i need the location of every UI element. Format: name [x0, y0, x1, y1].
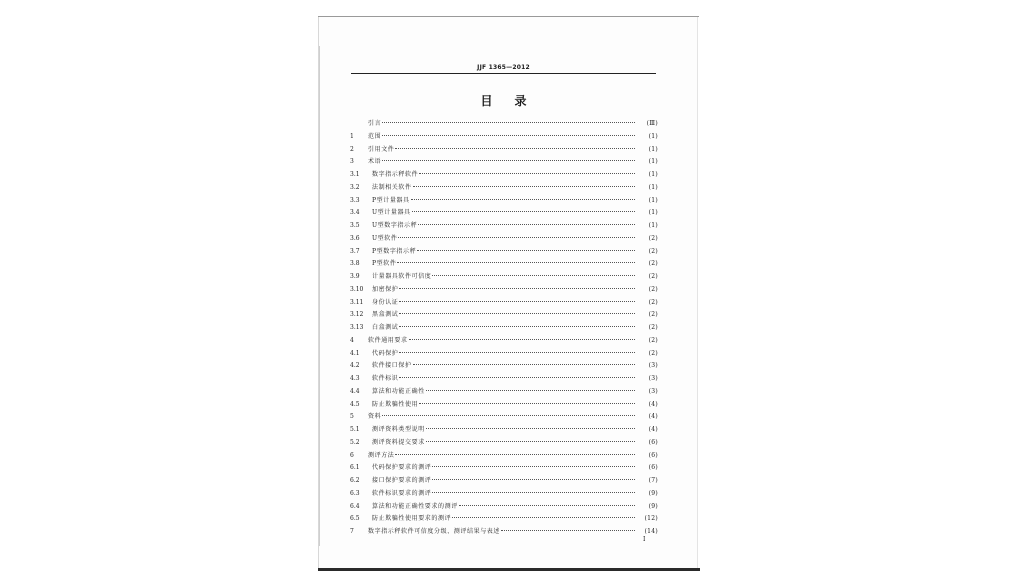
toc-entry-number: 5.2 [350, 438, 360, 446]
dot-leader [426, 390, 635, 391]
dot-leader [419, 403, 635, 404]
toc-entry [350, 271, 658, 284]
toc-entry-label: 软件标识要求的测评 [372, 489, 432, 497]
toc-entry-page: (2) [648, 234, 658, 242]
toc-entry-label: 软件标识 [372, 375, 399, 382]
toc-entry-label: 资料 [368, 413, 382, 421]
toc-entry-label: 算法和功能正确性要求的测评 [372, 502, 458, 510]
dot-leader [452, 517, 635, 518]
toc-entry-page: (1) [648, 209, 658, 217]
toc-entry-number: 4.2 [350, 362, 360, 370]
page-top-edge [318, 16, 699, 17]
toc-entry-number: 6.5 [350, 515, 360, 523]
toc-entry [350, 501, 658, 514]
toc-entry-number: 3.11 [350, 298, 364, 306]
toc-entry-number: 6.1 [350, 464, 360, 472]
toc-entry [350, 360, 658, 373]
toc-entry-label: U型数字指示秤 [372, 222, 418, 229]
toc-entry-page: (1) [648, 145, 658, 153]
toc-entry-number: 3.1 [350, 171, 360, 178]
toc-entry [350, 348, 658, 361]
toc-entry [350, 513, 658, 526]
toc-entry [350, 335, 658, 348]
dot-leader [397, 262, 635, 263]
toc-entry-number: 5 [350, 413, 354, 421]
dot-leader [459, 505, 635, 506]
toc-entry [350, 284, 658, 297]
toc-entry-label: 引用文件 [368, 145, 395, 153]
toc-entry-number: 6.2 [350, 477, 360, 484]
toc-entry-label: 法制相关软件 [372, 183, 412, 191]
toc-entry [350, 373, 658, 386]
toc-entry-number: 6.3 [350, 489, 360, 497]
dot-leader [382, 160, 635, 161]
toc-entry [350, 144, 658, 157]
toc-entry [350, 131, 658, 144]
toc-entry-label: 引言 [368, 120, 382, 127]
toc-entry [350, 309, 658, 322]
header-rule [351, 73, 656, 74]
toc-entry-label: 数字指示秤软件可信度分级、测评结果与表述 [368, 528, 501, 535]
toc-entry-number: 3.2 [350, 183, 360, 191]
toc-entry-page: (4) [648, 426, 658, 433]
toc-entry-label: 身份认证 [372, 298, 399, 306]
dot-leader [411, 199, 635, 200]
toc-entry-number: 3.5 [350, 222, 360, 229]
dot-leader [418, 224, 635, 225]
toc-entry-label: 算法和功能正确性 [372, 387, 425, 395]
toc-entry-page: (2) [648, 247, 658, 255]
toc-entry [350, 411, 658, 424]
toc-entry [350, 424, 658, 437]
toc-entry [350, 488, 658, 501]
toc-entry [350, 233, 658, 246]
toc-entry-number: 3 [350, 158, 354, 166]
dot-leader [417, 250, 635, 251]
toc-entry-page: (6) [648, 438, 658, 446]
toc-entry-number: 2 [350, 145, 354, 153]
toc-entry-label: 加密保护 [372, 285, 399, 293]
toc-entry-label: 白盒测试 [372, 324, 399, 331]
toc-entry-number: 6 [350, 451, 354, 459]
toc-entry-number: 3.10 [350, 285, 364, 293]
toc-entry-number: 3.9 [350, 273, 360, 280]
toc-entry-page: (2) [648, 336, 658, 344]
dot-leader [399, 377, 635, 378]
toc-entry-number: 5.1 [350, 426, 360, 433]
toc-entry-page: (1) [648, 132, 658, 140]
toc-entry-page: (7) [648, 477, 658, 484]
toc-entry-number: 3.7 [350, 247, 360, 255]
toc-entry-page: (1) [648, 158, 658, 166]
toc-entry [350, 246, 658, 259]
toc-entry-label: 防止欺骗性使用 [372, 400, 419, 408]
dot-leader [399, 352, 635, 353]
toc-entry-number: 4.4 [350, 387, 360, 395]
toc-entry [350, 526, 658, 539]
toc-entry [350, 297, 658, 310]
toc-entry-page: (2) [648, 349, 658, 357]
toc-entry [350, 475, 658, 488]
dot-leader [413, 186, 635, 187]
dot-leader [432, 275, 635, 276]
toc-entry [350, 220, 658, 233]
page-edge [319, 46, 320, 546]
toc-entry-page: (2) [648, 324, 658, 331]
toc-entry-number: 3.3 [350, 196, 360, 204]
toc-entry-label: 术语 [368, 158, 382, 166]
toc-entry-label: 数字指示秤软件 [372, 171, 419, 178]
toc-entry-page: (2) [648, 298, 658, 306]
toc-entry-label: 计量器具软件可信度 [372, 273, 432, 280]
toc-entry [350, 258, 658, 271]
toc-entry-label: 代码保护要求的测评 [372, 464, 432, 472]
dot-leader [409, 339, 635, 340]
toc-entry-page: (3) [648, 375, 658, 382]
dot-leader [398, 237, 635, 238]
toc-entry-page: (4) [648, 400, 658, 408]
dot-leader [501, 530, 635, 531]
dot-leader [413, 364, 635, 365]
toc-entry-page: (2) [648, 273, 658, 280]
toc-entry-page: (1) [648, 171, 658, 178]
toc-entry-page: (3) [648, 387, 658, 395]
toc-entry [350, 386, 658, 399]
toc-entry-label: 范围 [368, 132, 382, 140]
toc-entry [350, 322, 658, 335]
toc-entry-number: 3.13 [350, 324, 364, 331]
dot-leader [432, 492, 635, 493]
dot-leader [395, 148, 635, 149]
page-bottom-edge [318, 568, 700, 571]
toc-entry-page: (Ⅲ) [646, 120, 658, 127]
running-header: JJF 1365—2012 [477, 64, 530, 71]
toc-entry-label: 软件接口保护 [372, 362, 412, 370]
toc-entry-page: (6) [648, 451, 658, 459]
dot-leader [399, 288, 635, 289]
toc-entry-label: 测评资料提交要求 [372, 438, 425, 446]
dot-leader [399, 301, 635, 302]
toc-entry-number: 7 [350, 528, 354, 535]
dot-leader [426, 441, 635, 442]
toc-entry-page: (2) [648, 260, 658, 268]
toc-entry [350, 437, 658, 450]
toc-entry-page: (3) [648, 362, 658, 370]
toc-entry-page: (9) [648, 489, 658, 497]
dot-leader [382, 415, 635, 416]
toc-entry [350, 399, 658, 412]
toc-entry-number: 3.4 [350, 209, 360, 217]
toc-entry-number: 4.5 [350, 400, 360, 408]
toc-entry-number: 1 [350, 132, 354, 140]
toc-entry-label: P型软件 [372, 260, 397, 268]
toc-entry-page: (9) [648, 502, 658, 510]
dot-leader [419, 173, 635, 174]
toc-entry-label: 软件通用要求 [368, 336, 408, 344]
toc-entry-page: (2) [648, 285, 658, 293]
toc-entry [350, 169, 658, 182]
toc-entry-number: 3.8 [350, 260, 360, 268]
toc-entry-page: (1) [648, 222, 658, 229]
toc-entry-page: (4) [648, 413, 658, 421]
toc-entry-page: (14) [644, 528, 658, 535]
toc-entry-number: 3.12 [350, 311, 364, 319]
toc-entry-page: (1) [648, 196, 658, 204]
toc-entry-label: U型计量器具 [372, 209, 411, 217]
toc-title: 目录 [480, 94, 549, 108]
toc-entry-label: P型计量器具 [372, 196, 410, 204]
toc-entry-page: (2) [648, 311, 658, 319]
toc-entry-label: 防止欺骗性使用要求的测评 [372, 515, 452, 523]
toc-entry-label: 接口保护要求的测评 [372, 477, 432, 484]
dot-leader [399, 313, 635, 314]
toc-entry-number: 4.1 [350, 349, 360, 357]
table-of-contents [350, 118, 658, 539]
toc-entry-label: 测评资料类型说明 [372, 426, 425, 433]
toc-entry-number: 6.4 [350, 502, 360, 510]
toc-entry-label: 代码保护 [372, 349, 399, 357]
toc-entry [350, 195, 658, 208]
dot-leader [382, 122, 635, 123]
toc-entry [350, 462, 658, 475]
dot-leader [382, 135, 635, 136]
document-page [318, 16, 698, 570]
dot-leader [432, 466, 635, 467]
page-folio: Ⅰ [643, 536, 646, 543]
toc-entry-number: 4 [350, 336, 354, 344]
toc-entry-label: U型软件 [372, 234, 398, 242]
toc-entry [350, 207, 658, 220]
toc-entry-page: (12) [644, 515, 658, 523]
toc-entry-number: 4.3 [350, 375, 360, 382]
toc-entry-page: (6) [648, 464, 658, 472]
toc-entry [350, 450, 658, 463]
toc-entry-label: P型数字指示秤 [372, 247, 417, 255]
dot-leader [399, 326, 635, 327]
toc-entry [350, 156, 658, 169]
dot-leader [426, 428, 635, 429]
dot-leader [412, 211, 635, 212]
toc-entry [350, 118, 658, 131]
toc-entry-label: 测评方法 [368, 451, 395, 459]
dot-leader [432, 479, 635, 480]
toc-entry-page: (1) [648, 183, 658, 191]
dot-leader [395, 454, 635, 455]
toc-entry [350, 182, 658, 195]
toc-entry-number: 3.6 [350, 234, 360, 242]
toc-entry-label: 黑盒测试 [372, 311, 399, 319]
